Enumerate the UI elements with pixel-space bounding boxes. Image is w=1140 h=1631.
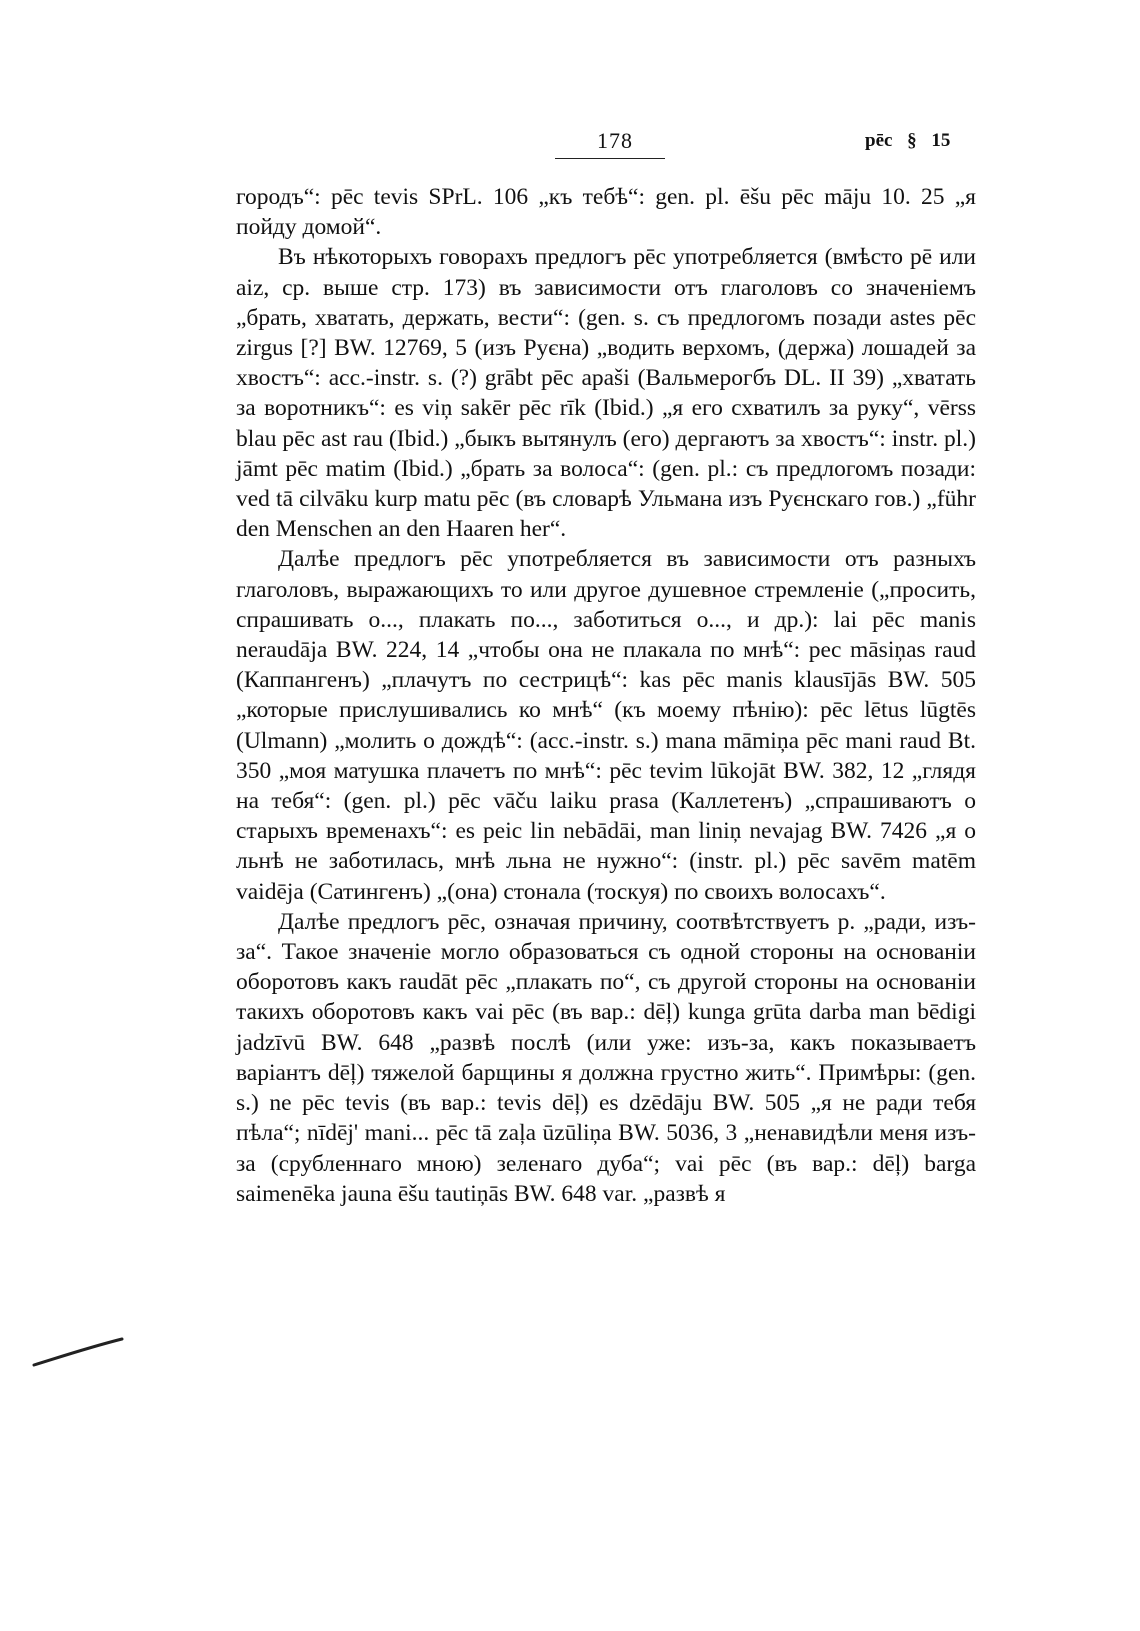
paragraph: Далѣе предлогъ pēc употребляется въ зависимости отъ разныхъ глаголовъ, выражающихъ то или другое душевное стремленіе („просить, спрашивать о..., плакать по..., заботиться о..., и др.): lai pēc manis neraudāja BW. 224, 14 „чтобы она не плакала по мнѣ“: pec māsiņas raud (Каппангенъ) „плачутъ по сестрицѣ“: kas pēc manis klausījās BW. 505 „которые прислушивались ко мнѣ“ (къ моему пѣнію): pēc lētus lūgtēs (Ulmann) „молить о дождѣ“: (acc.-instr. s.) mana māmiņa pēc mani raud Bt. 350 „моя матушка плачетъ по мнѣ“: pēc tevim lūkojāt BW. 382, 12 „глядя на тебя“: (gen. pl.) pēc vāču laiku prasa (Каллетенъ) „спрашиваютъ о старыхъ временахъ“: es peic lin nebādāi, man liniņ nevajag BW. 7426 „я о льнѣ не заботилась, мнѣ льна не нужно“: (instr. pl.) pēc savēm matēm vaidēja (Сатингенъ) „(она) стонала (тоскуя) по своихъ волосахъ“. — [236, 546, 976, 905]
header-rule — [555, 158, 665, 159]
paragraph: городъ“: pēc tevis SPrL. 106 „къ тебѣ“: gen. pl. ēšu pēc māju 10. 25 „я пойду домой“. — [236, 184, 976, 241]
running-head: pēc § 15 — [865, 130, 951, 151]
margin-pen-mark-icon — [30, 1335, 130, 1375]
body-text — [236, 182, 976, 1209]
paragraph: Въ нѣкоторыхъ говорахъ предлогъ pēc употребляется (вмѣсто pē или aiz, ср. выше стр. 173) въ зависимости отъ глаголовъ со значеніемъ „брать, хватать, держать, вести“: (gen. s. съ предлогомъ позади astes pēc zirgus [?] BW. 12769, 5 (изъ Руєна) „водить верхомъ, (держа) лошадей за хвостъ“: acc.-instr. s. (?) grābt pēc apaši (Вальмерогбъ DL. II 39) „хватать за воротникъ“: es viņ sakēr pēc rīk (Ibid.) „я его схватилъ за руку“, vērss blau pēc ast rau (Ibid.) „быкъ вытянулъ (его) дергаютъ за хвостъ“: instr. pl.) jāmt pēc matim (Ibid.) „брать за волоса“: (gen. pl.: съ предлогомъ позади: ved tā cilvāku kurp matu pēc (въ словарѣ Ульмана изъ Руєнскаго гов.) „führ den Menschen an den Haaren her“. — [236, 244, 976, 543]
page-number: 178 — [597, 128, 633, 153]
page-header — [0, 128, 1140, 168]
paragraph: Далѣе предлогъ pēc, означая причину, соотвѣтствуетъ р. „ради, изъ-за“. Такое значеніе могло образоваться съ одной стороны на основаніи оборотовъ какъ raudāt pēc „плакать по“, съ другой стороны на основаніи такихъ оборотовъ какъ vai pēc (въ вар.: dēļ) kunga grūta darba man bēdigi jadzīvū BW. 648 „развѣ послѣ (или уже: изъ-за, какъ показываетъ варіантъ dēļ) тяжелой барщины я должна грустно жить“. Примѣры: (gen. s.) ne pēc tevis (въ вар.: tevis dēļ) es dzēdāju BW. 505 „я не ради тебя пѣла“; nīdēj' mani... pēc tā zaļa ūzūliņa BW. 5036, 3 „ненавидѣли меня изъ-за (срубленнаго мною) зеленаго дуба“; vai pēc (въ вар.: dēļ) barga saimenēka jauna ēšu tautiņās BW. 648 var. „развѣ я — [236, 908, 976, 1207]
